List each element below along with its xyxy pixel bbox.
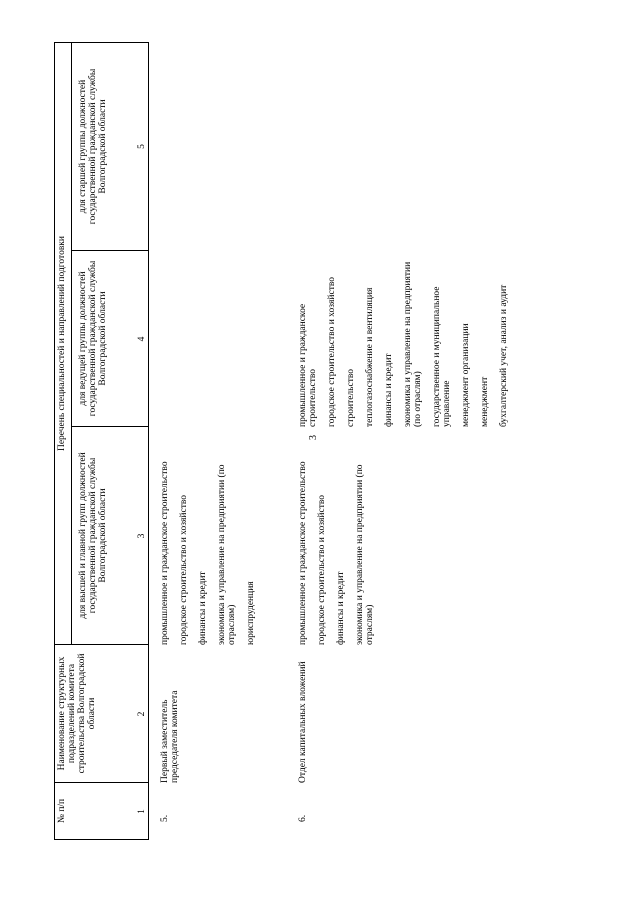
list-item: экономика и управление на предприятии (по отраслям) (355, 464, 375, 645)
table-header (54, 42, 149, 840)
column-numbers-row (137, 42, 149, 840)
col-number-5: 5 (137, 144, 147, 149)
list-item: юриспруденция (246, 581, 256, 645)
header-col-1-label: № п/п (57, 798, 67, 824)
row-6-number: 6. (298, 814, 308, 822)
list-item: менеджмент (480, 376, 490, 427)
header-col-5-label: для старшей группы должностей государственной гражданской службы Волгоградской области (78, 68, 108, 225)
header-col-2 (54, 645, 149, 783)
col-number-1: 1 (137, 809, 147, 814)
list-item: промышленное и гражданское строительство (160, 461, 170, 645)
list-item: менеджмент организации (461, 323, 471, 427)
row-5-number: 5. (160, 814, 170, 822)
row-5-unit: Первый заместитель председателя комитета (160, 690, 180, 783)
row-6-unit: Отдел капитальных вложений (298, 661, 308, 783)
list-item: строительство (346, 368, 356, 427)
col-number-2: 2 (137, 711, 147, 717)
header-col-1 (54, 783, 149, 840)
list-item: городское строительство и хозяйство (179, 494, 189, 645)
table-body (160, 42, 640, 840)
list-item: бухгалтерский учет, анализ и аудит (499, 284, 509, 427)
rotated-table (54, 42, 149, 840)
list-item: теплогазоснабжение и вентиляция (365, 287, 375, 427)
header-col-2-label: Наименование структурных подразделений комитета строительства Волгоградской области (57, 653, 97, 774)
list-item: финансы и кредит (336, 571, 346, 645)
list-item: городское строительство и хозяйство (327, 276, 337, 427)
header-group (54, 42, 71, 645)
page-number: 3 (308, 435, 319, 440)
row-6-col4 (298, 257, 518, 427)
header-col-3-label: для высшей и главной групп должностей государственной гражданской службы Волгоградской области (78, 452, 108, 619)
list-item: городское строительство и хозяйство (317, 494, 327, 645)
list-item: экономика и управление на предприятии (по отраслям) (403, 261, 423, 427)
header-col-4-label: для ведущей группы должностей государственной гражданской службы Волгоградской области (78, 260, 108, 417)
header-group-label: Перечень специальностей и направлений подготовки (57, 235, 67, 452)
list-item: финансы и кредит (384, 353, 394, 427)
row-5-col3 (160, 435, 265, 645)
list-item: экономика и управление на предприятии (по отраслям) (217, 464, 237, 645)
list-item: промышленное и гражданское строительство (298, 461, 308, 645)
list-item: финансы и кредит (198, 571, 208, 645)
col-number-4: 4 (137, 336, 147, 342)
list-item: промышленное и гражданское строительство (298, 303, 318, 427)
list-item: государственное и муниципальное управление (432, 286, 452, 427)
row-6-col3 (298, 435, 384, 645)
col-number-3: 3 (137, 533, 147, 539)
